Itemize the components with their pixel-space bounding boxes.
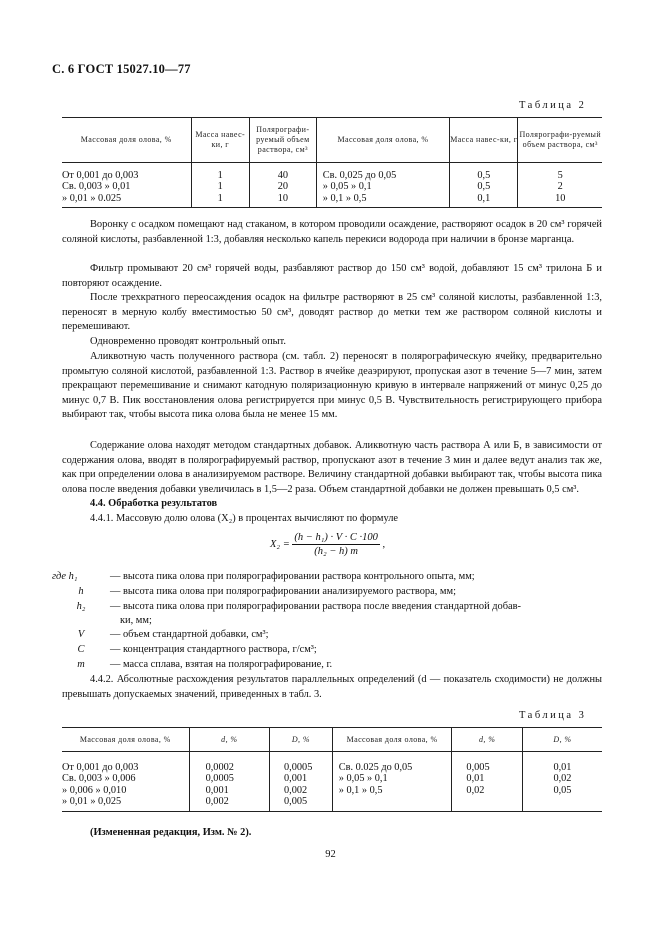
formula-lhs: X₂ = <box>270 538 290 550</box>
t3-header-mass-fraction: Массовая доля олова, % <box>79 734 171 744</box>
t2-header-volume: Полярографи-руемый объем раствора, см³ <box>249 118 316 163</box>
table-row: » 0,01 » 0,025 0,002 0,005 <box>62 796 602 811</box>
page-number: 92 <box>325 849 336 860</box>
table-row: От 0,001 до 0,003 1 40 Св. 0,025 до 0,05 0,5 5 <box>62 170 602 182</box>
table-2-label: Таблица 2 <box>519 100 587 111</box>
where-item: V — объем стандартной добавки, см³; <box>77 629 269 640</box>
section-4-4-heading: 4.4. Обработка результатов <box>90 498 218 509</box>
t2-header-volume-2: Полярографи-руемый объем раствора, см³ <box>518 118 602 163</box>
t2-header-sample-mass: Масса навес-ки, г <box>191 118 249 163</box>
t3-header-D-2: D, % <box>522 728 602 752</box>
paragraph-2: Фильтр промывают 20 см³ горячей воды, разбавляют раствор до 150 см³ водой, добавляют 15 см³ трилона Б и повторяют осаждение. <box>62 263 602 289</box>
where-item: h — высота пика олова при полярографировании анализируемого раствора, мм; <box>78 586 456 597</box>
table-row: Св. 0,003 » 0,006 0,0005 0,001 » 0,05 » 0,1 0,01 0,02 <box>62 773 602 785</box>
where-item: h₂ — высота пика олова при полярографировании раствора после введения стандартной добав- <box>76 601 522 612</box>
paragraph-1: Воронку с осадком помещают над стаканом, в котором проводили осаждение, растворяют осадок в 20 см³ горячей соляной кислоты, разбавленной 1:3, добавляя несколько капель перекиси водорода при наличии в бронзе марганца. <box>62 219 602 245</box>
t3-header-d-2: d, % <box>452 728 522 752</box>
paragraph-4-4-1: 4.4.1. Массовую долю олова (X₂) в процентах вычисляют по формуле <box>90 513 399 524</box>
table-3 <box>62 727 602 812</box>
paragraph-5: Аликвотную часть полученного раствора (см. табл. 2) переносят в полярографическую ячейку, предварительно промытую соляной кислотой, разбавленной 1:3. Раствор в ячейке деаэрируют, пропуская азот в течение 5—7 мин, затем прекращают перемешивание и снимают катодную поляризационную кривую в интервале напряжений от минус 0,25 до минус 0,7 В. Пик восстановления олова регистрируется при минус 0,5 В. Чувствительность регистрирующего прибора выбирают так, чтобы высота пика олова была не менее 15 мм. <box>62 351 602 421</box>
t2-header-mass-fraction: Массовая доля олова, % <box>80 135 172 144</box>
table-row: От 0,001 до 0,003 0,0002 0,0005 Св. 0.025 до 0,05 0,005 0,01 <box>62 762 602 774</box>
paragraph-3: После трехкратного переосаждения осадок на фильтре растворяют в 25 см³ соляной кислоты, разбавленной 1:3, переносят в мерную колбу вместимостью 50 см³, доводят раствор до метки тем же раствором соляной кислоты и перемешивают. <box>62 292 602 333</box>
page-header: С. 6 ГОСТ 15027.10—77 <box>52 62 191 76</box>
table-3-label: Таблица 3 <box>519 710 587 721</box>
t2-header-mass-fraction-2: Массовая доля олова, % <box>316 118 449 163</box>
table-row: » 0,006 » 0,010 0,001 0,002 » 0,1 » 0,5 0,02 0,05 <box>62 785 602 797</box>
where-item: где h₁ — высота пика олова при полярографировании раствора контрольного опыта, мм; <box>52 571 475 582</box>
formula-fraction <box>292 532 379 557</box>
formula-denominator: (h₂ − h) m <box>314 546 358 557</box>
paragraph-4-4-2: 4.4.2. Абсолютные расхождения результатов параллельных определений (d — показатель сходимости) не должны превышать допускаемых значений, приведенных в табл. 3. <box>62 674 602 700</box>
t3-header-d: d, % <box>189 728 269 752</box>
t3-header-D: D, % <box>270 728 333 752</box>
formula <box>270 532 385 557</box>
t2-header-sample-mass-2: Масса навес-ки, г <box>450 118 518 163</box>
changed-edition-note: (Измененная редакция, Изм. № 2). <box>90 827 252 838</box>
where-item: C — концентрация стандартного раствора, г/см³; <box>77 644 317 655</box>
t3-header-mass-fraction-2: Массовая доля олова, % <box>332 728 452 752</box>
formula-tail: , <box>382 538 386 550</box>
table-2 <box>62 117 602 208</box>
table-row: » 0,01 » 0.025 1 10 » 0,1 » 0,5 0,1 10 <box>62 193 602 208</box>
where-item: ки, мм; <box>120 615 152 626</box>
formula-numerator: (h − h₁) · V · C ·100 <box>294 532 378 543</box>
paragraph-6: Содержание олова находят методом стандартных добавок. Аликвотную часть раствора А или Б, в зависимости от содержания олова, вводят в полярографируемый раствор, пропускают азот в течение 3 мин и далее ведут анализ так же, как при определении олова в анализируемом растворе. Величину стандартной добавки выбирают так, чтобы высота пика олова после введения добавки увеличилась в 1,5—2 раза. Объем стандартной добавки не должен превышать 0,5 см³. <box>62 440 602 495</box>
paragraph-4: Одновременно проводят контрольный опыт. <box>90 336 287 347</box>
where-item: m — масса сплава, взятая на полярографирование, г. <box>77 659 333 670</box>
table-row: Св. 0,003 » 0,01 1 20 » 0,05 » 0,1 0,5 2 <box>62 181 602 193</box>
